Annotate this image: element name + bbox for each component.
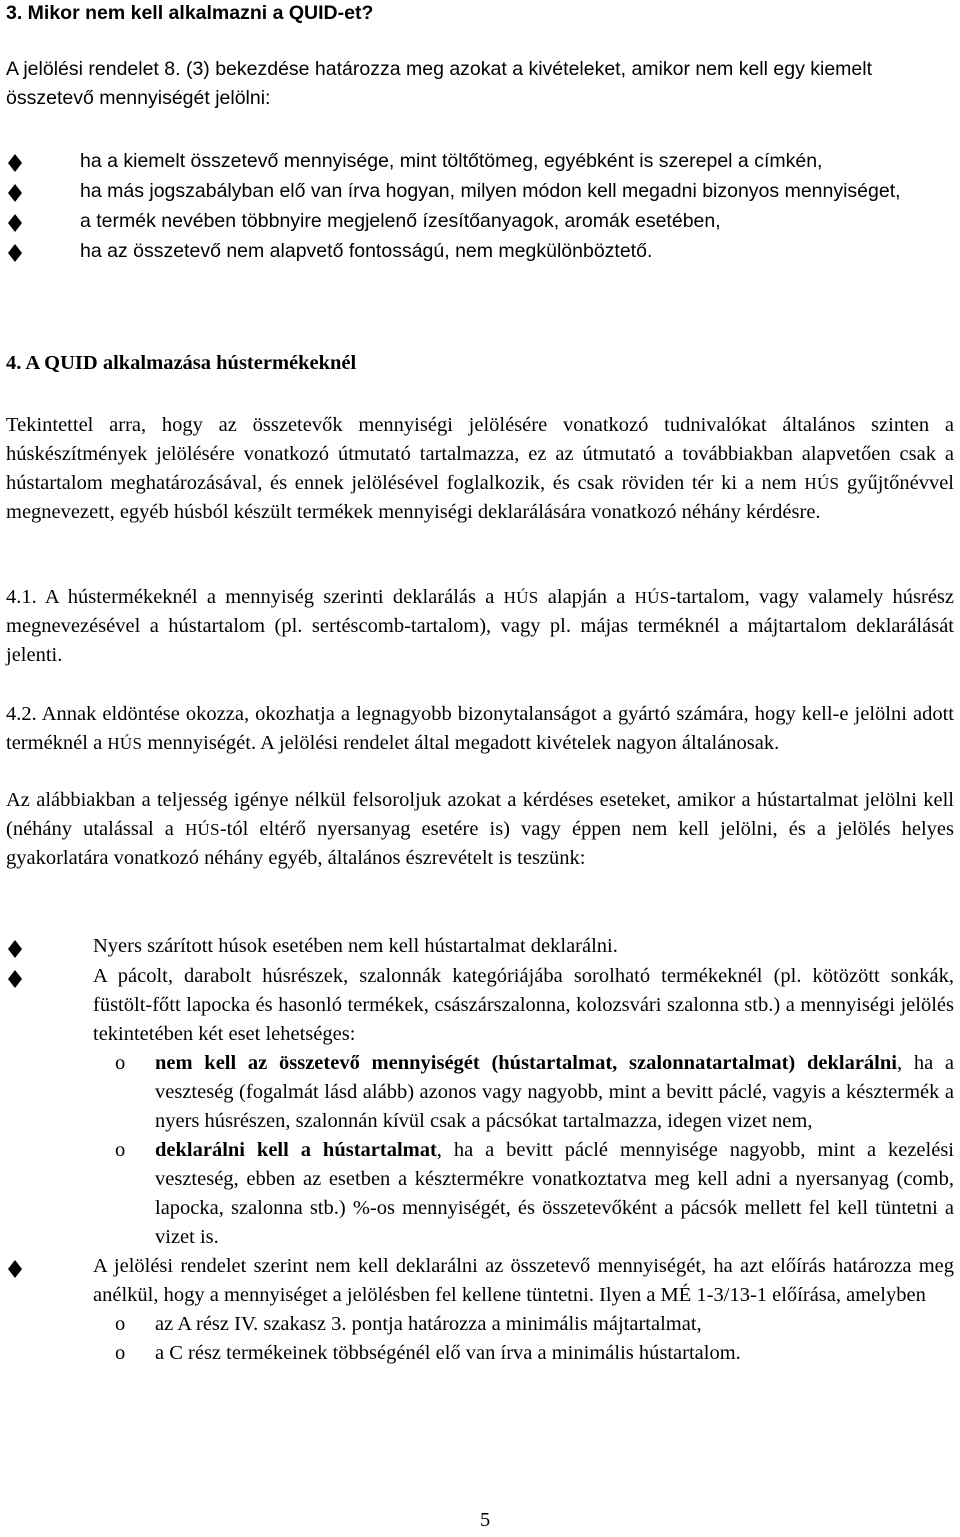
- diamond-bullet-icon: [8, 1260, 26, 1280]
- section-3-intro: A jelölési rendelet 8. (3) bekezdése határozza meg azokat a kivételeket, amikor nem kell egy kiemelt összetevő mennyiségét jelölni:: [6, 58, 873, 109]
- circle-bullet-icon: o: [115, 1052, 126, 1074]
- list-item-text: Nyers szárított húsok esetében nem kell hústartalmat deklarálni.: [93, 935, 618, 957]
- section-3-heading: 3. Mikor nem kell alkalmazni a QUID-et?: [6, 2, 374, 24]
- diamond-bullet-icon: [8, 970, 26, 990]
- section-4-paragraph: [6, 411, 954, 527]
- paragraph-text: -tól eltérő nyersanyag esetére is) vagy éppen nem kell jelölni, és a jelölés helyes gyakorlatára vonatkozó néhány egyéb, általános észrevételt is teszünk:: [6, 818, 955, 869]
- hus-term: HÚS: [107, 734, 143, 753]
- circle-bullet-icon: o: [115, 1139, 126, 1161]
- hus-term: HÚS: [634, 588, 670, 607]
- exceptions-list: [6, 147, 954, 267]
- paragraph-text: 4.1. A hústermékeknél a mennyiség szerinti deklarálás a: [6, 586, 495, 608]
- paragraph-text: mennyiségét. A jelölési rendelet által megadott kivételek nagyon általánosak.: [147, 732, 780, 754]
- list-item: [6, 177, 954, 205]
- list-item-text: ha az összetevő nem alapvető fontosságú, nem megkülönböztető.: [80, 240, 653, 262]
- paragraph-4-2: [6, 700, 954, 758]
- diamond-bullet-icon: [8, 154, 26, 174]
- list-item: [6, 147, 954, 175]
- cases-list: [6, 932, 954, 1368]
- paragraph-text: Az alábbiakban a teljesség igénye nélkül felsoroljuk azokat a kérdéses eseteket, amikor a hústartalmat jelölni kell (néhány utalással a: [6, 789, 954, 840]
- list-item-text: , ha a bevitt páclé mennyisége nagyobb, mint a kezelési veszteség, ebben az esetben a késztermékre vonatkoztatva meg kell adni a nyersanyag (comb, lapocka, szalonna stb.) %-os mennyiségét, és összetevőként a pácsók mellett fel kell tüntetni a vizet is.: [155, 1139, 954, 1248]
- list-item-text: A jelölési rendelet szerint nem kell deklarálni az összetevő mennyiségét, ha azt előírás határozza meg anélkül, hogy a mennyiséget a jelölésben fel kellene tüntetni. Ilyen a MÉ 1-3/13-1 előírása, amelyben: [93, 1255, 954, 1306]
- list-item: [6, 237, 954, 265]
- diamond-bullet-icon: [8, 940, 26, 960]
- emphasis-text: nem kell az összetevő mennyiségét (hústartalmat, szalonnatartalmat) deklarálni: [155, 1052, 897, 1074]
- emphasis-text: deklarálni kell a hústartalmat: [155, 1139, 437, 1161]
- paragraph-text: alapján a: [547, 586, 626, 608]
- hus-term: HÚS: [804, 474, 840, 493]
- paragraph-cases-intro: [6, 786, 954, 873]
- list-item-text: a C rész termékeinek többségénél elő van írva a minimális hústartalom.: [155, 1342, 741, 1364]
- circle-bullet-icon: o: [115, 1342, 126, 1364]
- sub-list-item: [93, 1049, 954, 1136]
- sub-list-item: [93, 1310, 954, 1339]
- list-item-text: ha a kiemelt összetevő mennyisége, mint töltőtömeg, egyébként is szerepel a címkén,: [80, 150, 823, 172]
- sub-list-item: [93, 1339, 954, 1368]
- list-item: [6, 932, 954, 961]
- paragraph-text: -tartalom, vagy valamely húsrész megnevezésével a hústartalom (pl. sertéscomb-tartalom), vagy pl. májas terméknél a májtartalom deklarálását jelenti.: [6, 586, 955, 666]
- diamond-bullet-icon: [8, 244, 26, 264]
- diamond-bullet-icon: [8, 184, 26, 204]
- list-item-text: , ha a veszteség (fogalmát lásd alább) azonos vagy nagyobb, mint a bevitt páclé, vagyis a késztermék a nyers húsrészen, szalonnán kívül csak a pácsókat tartalmazza, idegen vizet nem,: [155, 1052, 954, 1132]
- list-item: [6, 962, 954, 1252]
- list-item: [6, 1252, 954, 1368]
- section-4-heading: 4. A QUID alkalmazása hústermékeknél: [6, 352, 357, 374]
- paragraph-4-1: [6, 583, 954, 670]
- page-number: 5: [480, 1509, 491, 1531]
- list-item: [6, 207, 954, 235]
- paragraph-text: gyűjtőnévvel megnevezett, egyéb húsból készült termékek mennyiségi deklarálására vonatkozó néhány kérdésre.: [6, 472, 955, 523]
- paragraph-text: Tekintettel arra, hogy az összetevők mennyiségi jelölésére vonatkozó tudnivalókat általános szinten a húskészítmények jelölésére vonatkozó útmutató tartalmazza, ez az útmutató a továbbiakban alapvetően csak a hústartalom meghatározásával, és ennek jelölésével foglalkozik, és csak röviden tér ki a nem: [6, 414, 954, 494]
- list-item-text: ha más jogszabályban elő van írva hogyan, milyen módon kell megadni bizonyos mennyiséget,: [80, 180, 901, 202]
- hus-term: HÚS: [503, 588, 539, 607]
- list-item-text: A pácolt, darabolt húsrészek, szalonnák kategóriájába sorolható termékeknél (pl. kötözött sonkák, füstölt-főtt lapocka és hasonló termékek, császárszalonna, kolozsvári szalonna stb.) a mennyiségi jelölés tekintetében két eset lehetséges:: [93, 965, 954, 1045]
- sub-list: [93, 1049, 954, 1252]
- circle-bullet-icon: o: [115, 1313, 126, 1335]
- hus-term: HÚS: [184, 820, 220, 839]
- list-item-text: a termék nevében többnyire megjelenő ízesítőanyagok, aromák esetében,: [80, 210, 721, 232]
- paragraph-text: 4.2. Annak eldöntése okozza, okozhatja a legnagyobb bizonytalanságot a gyártó számára, hogy kell-e jelölni adott terméknél a: [6, 703, 954, 754]
- sub-list-item: [93, 1136, 954, 1252]
- diamond-bullet-icon: [8, 214, 26, 234]
- list-item-text: az A rész IV. szakasz 3. pontja határozza a minimális májtartalmat,: [155, 1313, 702, 1335]
- sub-list: [93, 1310, 954, 1368]
